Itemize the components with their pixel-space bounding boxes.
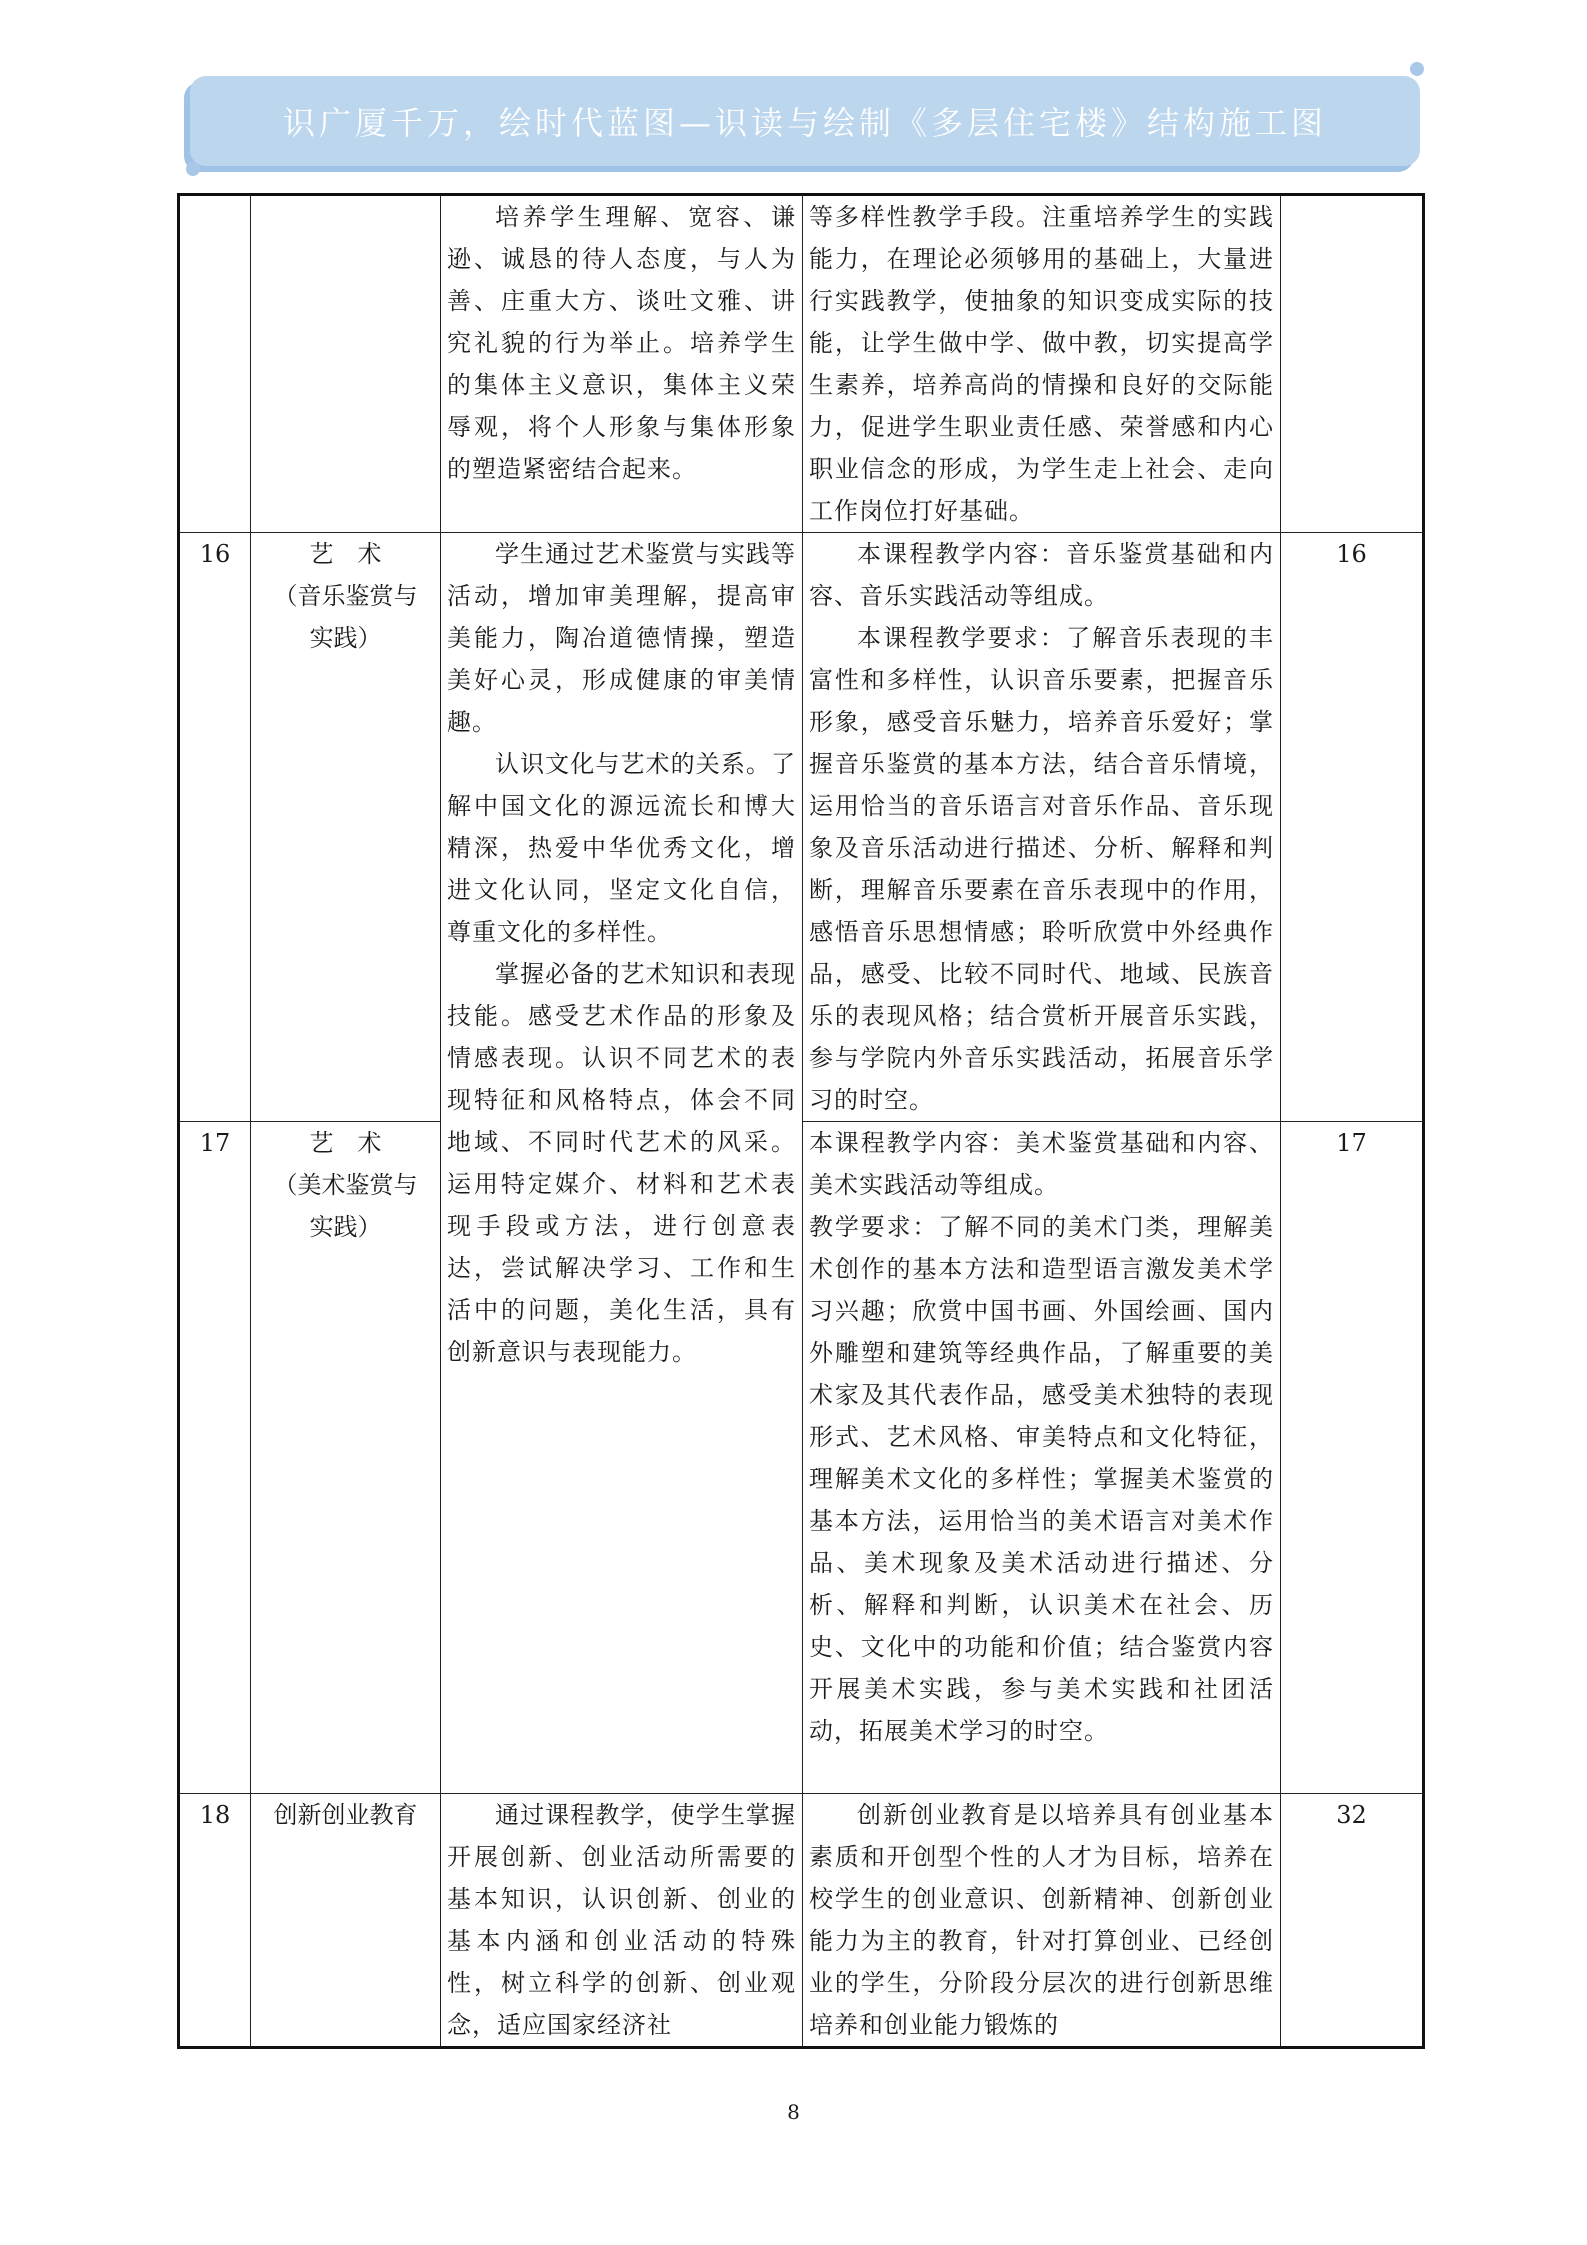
table-row	[179, 1794, 1424, 2048]
goal-text: 通过课程教学，使学生掌握开展创新、创业活动所需要的基本知识，认识创新、创业的基本内涵和创业活动的特殊性，树立科学的创新、创业观念，适应国家经济社	[447, 1801, 796, 2039]
table-row	[179, 195, 1424, 533]
hours-cell	[1281, 195, 1424, 533]
row-number-cell	[179, 195, 251, 533]
hours-value: 32	[1281, 1794, 1424, 2048]
table-row	[179, 533, 1424, 1122]
content-text: 本课程教学内容：音乐鉴赏基础和内容、音乐实践活动等组成。	[809, 540, 1274, 610]
content-text: 本课程教学内容：美术鉴赏基础和内容、美术实践活动等组成。	[809, 1129, 1274, 1199]
course-goal-cell	[441, 1794, 803, 2048]
hours-value: 17	[1281, 1122, 1424, 1794]
course-content-cell	[803, 1794, 1281, 2048]
course-name-line: 实践）	[309, 624, 382, 652]
content-text: 本课程教学要求：了解音乐表现的丰富性和多样性，认识音乐要素，把握音乐形象，感受音乐魅力，培养音乐爱好；掌握音乐鉴赏的基本方法，结合音乐情境，运用恰当的音乐语言对音乐作品、音乐现象及音乐活动进行描述、分析、解释和判断，理解音乐要素在音乐表现中的作用，感悟音乐思想情感；聆听欣赏中外经典作品，感受、比较不同时代、地域、民族音乐的表现风格；结合赏析开展音乐实践，参与学院内外音乐实践活动，拓展音乐学习的时空。	[809, 624, 1274, 1114]
course-goal-cell	[441, 195, 803, 533]
banner-dot-top-right	[1410, 62, 1424, 76]
content-text: 教学要求：了解不同的美术门类，理解美术创作的基本方法和造型语言激发美术学习兴趣；欣赏中国书画、外国绘画、国内外雕塑和建筑等经典作品，了解重要的美术家及其代表作品，感受美术独特的表现形式、艺术风格、审美特点和文化特征，理解美术文化的多样性；掌握美术鉴赏的基本方法，运用恰当的美术语言对美术作品、美术现象及美术活动进行描述、分析、解释和判断，认识美术在社会、历史、文化中的功能和价值；结合鉴赏内容开展美术实践，参与美术实践和社团活动，拓展美术学习的时空。	[809, 1213, 1274, 1745]
course-content-cell	[803, 533, 1281, 1122]
row-number: 16	[179, 533, 251, 1122]
goal-text: 掌握必备的艺术知识和表现技能。感受艺术作品的形象及情感表现。认识不同艺术的表现特征和风格特点，体会不同地域、不同时代艺术的风采。运用特定媒介、材料和艺术表现手段或方法，进行创意表达，尝试解决学习、工作和生活中的问题，美化生活，具有创新意识与表现能力。	[447, 960, 796, 1366]
course-content-cell	[803, 1122, 1281, 1794]
course-name-line: 艺 术	[309, 1129, 382, 1157]
course-name-line: 实践）	[309, 1213, 382, 1241]
banner-dot-bottom-left	[186, 162, 200, 176]
row-number: 17	[179, 1122, 251, 1794]
header-banner	[190, 76, 1420, 166]
row-number: 18	[179, 1794, 251, 2048]
course-content-cell	[803, 195, 1281, 533]
goal-text: 认识文化与艺术的关系。了解中国文化的源远流长和博大精深，热爱中华优秀文化，增进文化认同，坚定文化自信，尊重文化的多样性。	[447, 750, 796, 946]
course-name-line: 艺 术	[309, 540, 382, 568]
content-text: 等多样性教学手段。注重培养学生的实践能力，在理论必须够用的基础上，大量进行实践教学，使抽象的知识变成实际的技能，让学生做中学、做中教，切实提高学生素养，培养高尚的情操和良好的交际能力，促进学生职业责任感、荣誉感和内心职业信念的形成，为学生走上社会、走向工作岗位打好基础。	[809, 203, 1274, 525]
course-name-line: （美术鉴赏与	[273, 1171, 418, 1199]
hours-value: 16	[1281, 533, 1424, 1122]
course-name-cell	[251, 1122, 441, 1794]
page-number: 8	[787, 2100, 800, 2124]
course-name-line: 创新创业教育	[273, 1801, 418, 1829]
art-goal-cell	[441, 533, 803, 1794]
goal-text: 学生通过艺术鉴赏与实践等活动，增加审美理解，提高审美能力，陶冶道德情操，塑造美好心灵，形成健康的审美情趣。	[447, 540, 796, 736]
goal-text: 培养学生理解、宽容、谦逊、诚恳的待人态度，与人为善、庄重大方、谈吐文雅、讲究礼貌的行为举止。培养学生的集体主义意识，集体主义荣辱观，将个人形象与集体形象的塑造紧密结合起来。	[447, 203, 796, 483]
course-name-line: （音乐鉴赏与	[273, 582, 418, 610]
document-title: 识广厦千万，绘时代蓝图—识读与绘制《多层住宅楼》结构施工图	[282, 104, 1327, 142]
course-name-cell	[251, 1794, 441, 2048]
content-text: 创新创业教育是以培养具有创业基本素质和开创型个性的人才为目标，培养在校学生的创业意识、创新精神、创新创业能力为主的教育，针对打算创业、已经创业的学生，分阶段分层次的进行创新思维培养和创业能力锻炼的	[809, 1801, 1274, 2039]
course-name-cell	[251, 195, 441, 533]
course-table	[177, 193, 1425, 2049]
course-name-cell	[251, 533, 441, 1122]
